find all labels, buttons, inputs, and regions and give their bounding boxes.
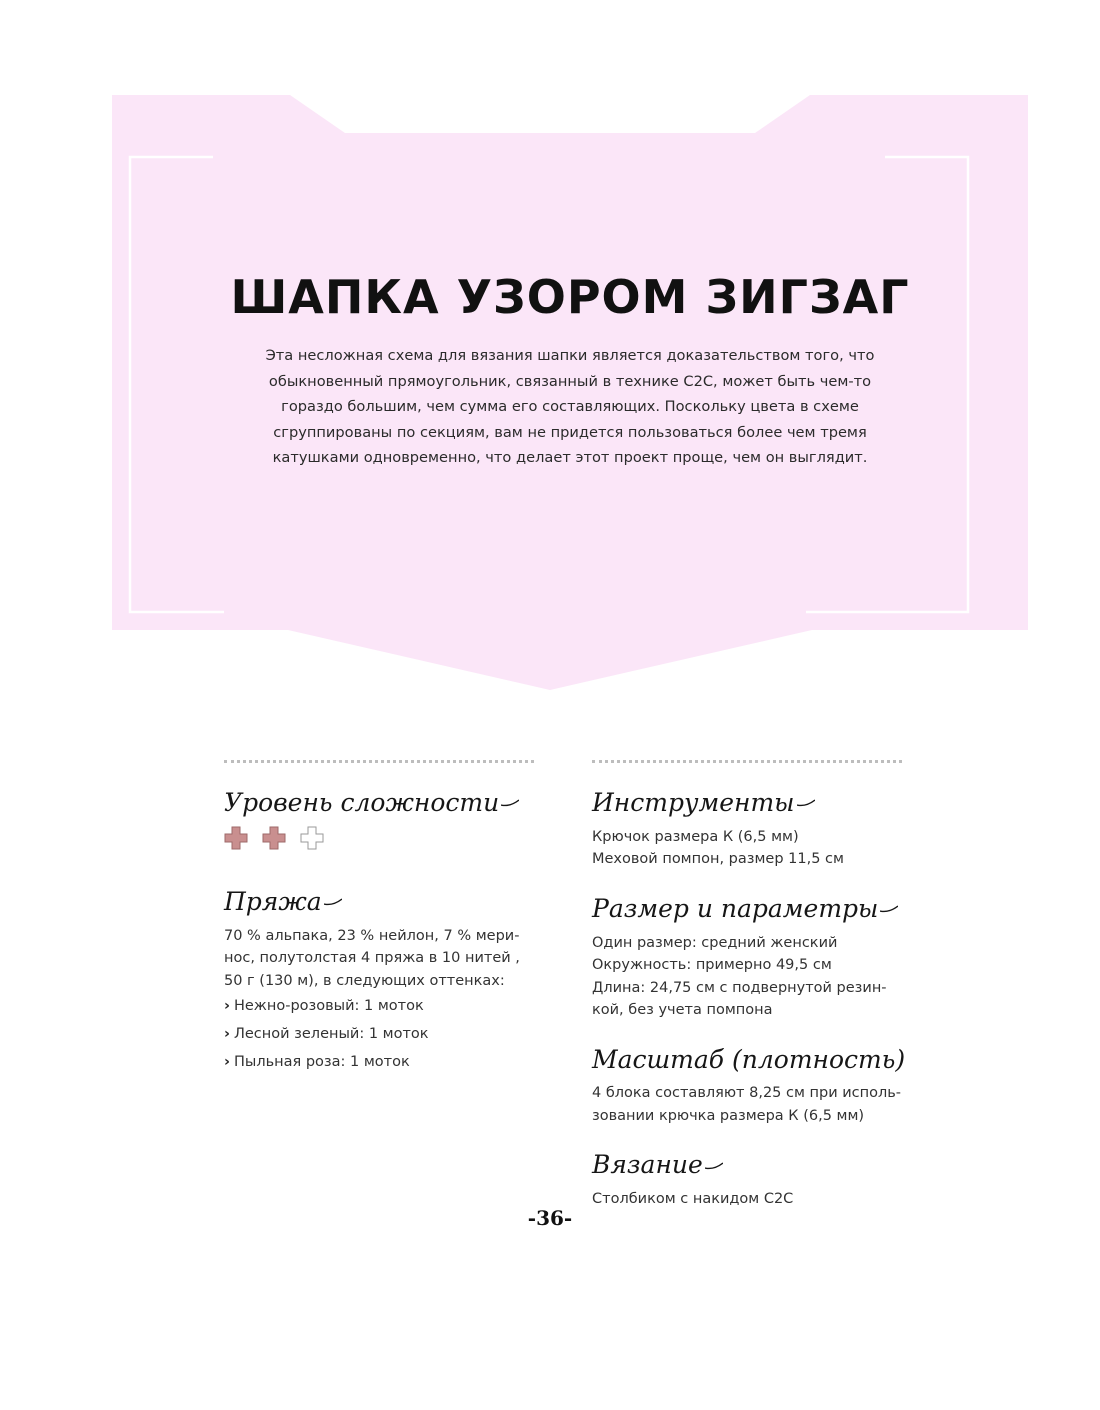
intro-line: обыкновенный прямоугольник, связанный в технике С2С, может быть чем-то	[268, 372, 872, 390]
dotted-divider	[592, 760, 902, 763]
chevron-right-icon: ›	[224, 1054, 230, 1070]
tools-heading: Инструменты	[592, 789, 922, 818]
difficulty-cross-empty-icon	[300, 826, 324, 850]
stitch-line: Столбиком с накидом С2С	[592, 1191, 794, 1207]
yarn-section	[224, 888, 544, 1076]
size-heading: Размер и параметры	[592, 895, 922, 924]
size-line: Один размер: средний женский	[592, 934, 838, 951]
intro-line: сгруппированы по секциям, вам не придется пользоваться более чем тремя	[273, 423, 867, 441]
yarn-heading: Пряжа	[224, 888, 544, 917]
tools-line: Меховой помпон, размер 11,5 см	[592, 851, 844, 868]
gauge-description	[592, 1082, 922, 1127]
intro-paragraph	[250, 343, 890, 471]
difficulty-cross-filled-icon	[224, 826, 248, 850]
flourish-icon	[797, 799, 815, 807]
flourish-icon	[880, 905, 898, 913]
dotted-divider	[224, 760, 534, 763]
yarn-line: нос, полутолстая 4 пряжа в 10 нитей ,	[224, 950, 520, 966]
gauge-heading: Масштаб (плотность)	[592, 1044, 906, 1074]
gauge-section	[592, 1046, 922, 1128]
intro-line: гораздо большим, чем сумма его составляющих. Поскольку цвета в схеме	[281, 398, 859, 416]
difficulty-cross-filled-icon	[262, 826, 286, 850]
tools-section	[592, 789, 922, 871]
difficulty-heading: Уровень сложности	[224, 789, 544, 818]
list-item: › Пыльная роза: 1 моток	[224, 1054, 410, 1070]
size-description	[592, 932, 922, 1022]
tools-description	[592, 826, 922, 871]
hero-text	[112, 270, 1028, 471]
list-item: › Лесной зеленый: 1 моток	[224, 1026, 429, 1042]
chevron-right-icon: ›	[224, 1026, 230, 1042]
flourish-icon	[501, 799, 519, 807]
size-line: кой, без учета помпона	[592, 1002, 773, 1018]
flourish-icon	[705, 1162, 723, 1170]
yarn-line: 50 г (130 м), в следующих оттенках:	[224, 972, 505, 989]
gauge-line: зовании крючка размера К (6,5 мм)	[592, 1107, 865, 1124]
chevron-right-icon: ›	[224, 998, 230, 1014]
stitch-heading: Вязание	[592, 1151, 922, 1180]
page-number: -36-	[527, 1206, 573, 1230]
stitch-section	[592, 1151, 922, 1210]
size-line: Окружность: примерно 49,5 см	[592, 957, 832, 973]
right-column	[592, 760, 922, 1235]
list-item: › Нежно-розовый: 1 моток	[224, 998, 424, 1014]
tools-line: Крючок размера К (6,5 мм)	[592, 828, 799, 845]
difficulty-section	[224, 789, 544, 850]
page-title: ШАПКА УЗОРОМ ЗИГЗАГ	[230, 270, 910, 324]
yarn-color-list	[224, 992, 544, 1076]
difficulty-rating	[224, 826, 544, 850]
left-column	[224, 760, 544, 1100]
size-line: Длина: 24,75 см с подвернутой резин-	[592, 979, 887, 996]
intro-line: катушками одновременно, что делает этот проект проще, чем он выглядит.	[272, 449, 868, 467]
flourish-icon	[324, 898, 342, 906]
yarn-description	[224, 925, 544, 993]
size-section	[592, 895, 922, 1022]
gauge-line: 4 блока составляют 8,25 см при исполь-	[592, 1085, 902, 1102]
intro-line: Эта несложная схема для вязания шапки является доказательством того, что	[265, 347, 875, 365]
yarn-line: 70 % альпака, 23 % нейлон, 7 % мери-	[224, 927, 520, 944]
